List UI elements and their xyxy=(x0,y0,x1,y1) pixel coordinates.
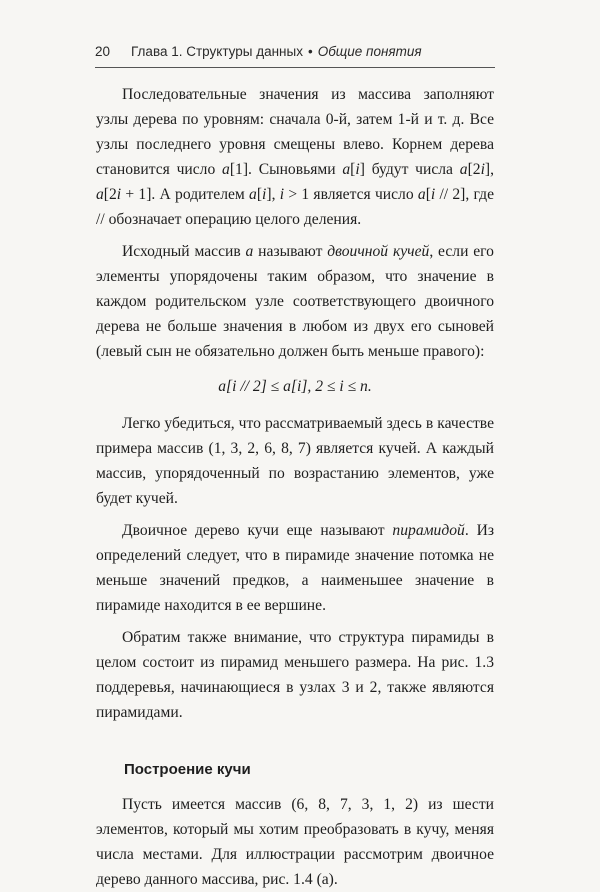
paragraph-tree-levels: Последовательные значения из массива заполняют узлы дерева по уровням: сначала 0-й, затем 1-й и т. д. Все узлы последнего уровня смещены влево. Корнем дерева становится число a[1]. Сыновьями a[i] будут числа a[2i], a[2i + 1]. А родителем a[i], i > 1 является число a[i // 2], где // обозначает операцию целого деления. xyxy=(96,86,494,228)
header-rule xyxy=(95,67,495,68)
heap-formula: a[i // 2] ≤ a[i], 2 ≤ i ≤ n. xyxy=(218,378,372,395)
paragraph-heap-example: Легко убедиться, что рассматриваемый здесь в качестве примера массив (1, 3, 2, 6, 8, 7) является кучей. А каждый массив, упорядоченный по возрастанию элементов, уже будет кучей. xyxy=(96,415,494,507)
section-heading: Построение кучи xyxy=(124,761,251,778)
paragraph-pyramid: Двоичное дерево кучи еще называют пирамидой. Из определений следует, что в пирамиде значение потомка не меньше значений предков, а наименьшее значение в пирамиде находится в ее вершине. xyxy=(96,522,495,614)
section-title: Общие понятия xyxy=(317,44,422,59)
page-number: 20 xyxy=(95,44,111,59)
header-separator: • xyxy=(307,44,313,59)
paragraph-heap-definition: Исходный массив a называют двоичной кучей, если его элементы упорядочены таким образом, что значение в каждом родительском узле соответствующего двоичного дерева не больше значения в любом из двух его сыновей (левый сын не обязательно должен быть меньше правого): xyxy=(96,243,494,360)
chapter-title: Глава 1. Структуры данных xyxy=(131,44,303,59)
running-header xyxy=(95,44,495,59)
paragraph-subpyramids: Обратим также внимание, что структура пирамиды в целом состоит из пирамид меньшего размера. На рис. 1.3 поддеревья, начинающиеся в узлах 3 и 2, также являются пирамидами. xyxy=(96,629,494,721)
page-body xyxy=(96,82,494,892)
paragraph-build-heap: Пусть имеется массив (6, 8, 7, 3, 1, 2) из шести элементов, который мы хотим преобразовать в кучу, меняя числа местами. Для иллюстрации рассмотрим двоичное дерево данного массива, рис. 1.4 (а). xyxy=(96,796,494,888)
